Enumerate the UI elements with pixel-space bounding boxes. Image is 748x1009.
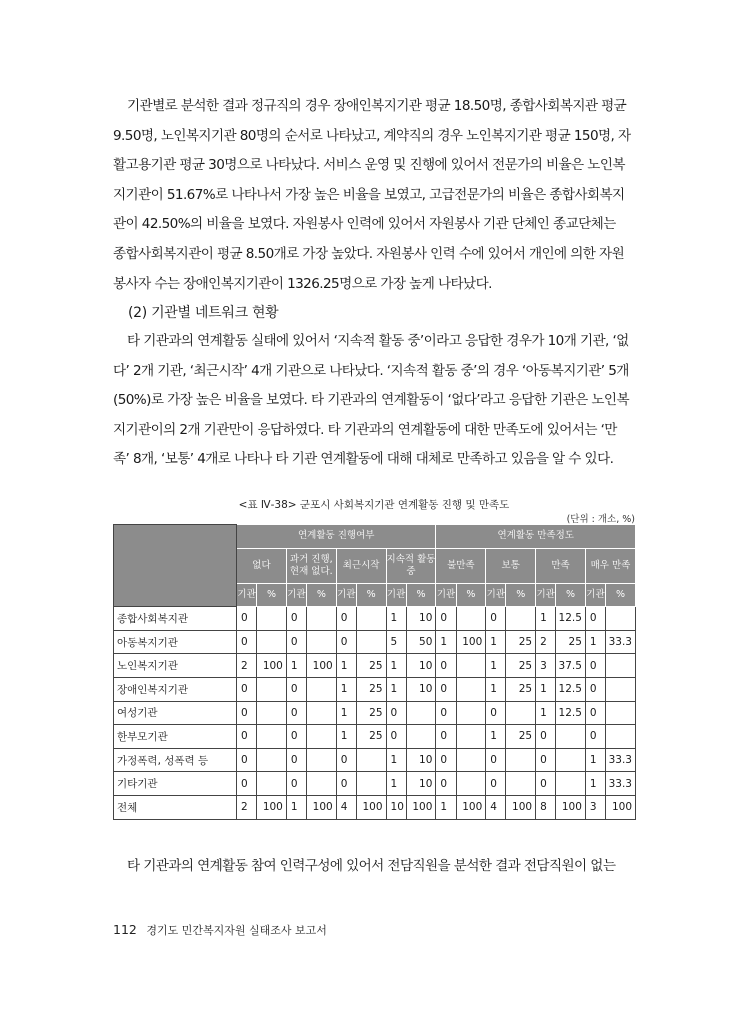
percent-cell: 100	[307, 654, 337, 678]
percent-cell	[556, 772, 586, 796]
count-cell: 1	[336, 677, 356, 701]
percent-cell: 25	[506, 654, 536, 678]
percent-cell	[307, 725, 337, 749]
count-cell: 0	[286, 630, 306, 654]
count-cell: 0	[585, 677, 605, 701]
count-cell: 0	[436, 772, 456, 796]
percent-cell	[456, 772, 486, 796]
sub-header: 과거 진행, 현재 없다.	[286, 548, 336, 583]
row-label: 기타기관	[114, 772, 237, 796]
percent-cell	[506, 701, 536, 725]
percent-cell: 10	[406, 772, 436, 796]
count-cell: 3	[585, 795, 605, 819]
percent-cell: 100	[456, 630, 486, 654]
percent-cell	[257, 630, 287, 654]
text-line: 종합사회복지관이 평균 8.50개로 가장 높았다. 자원봉사 인력 수에 있어서 개인에 의한 자원	[113, 245, 625, 262]
percent-cell	[606, 677, 636, 701]
count-cell: 0	[436, 607, 456, 631]
count-cell: 0	[336, 772, 356, 796]
percent-cell: 25	[506, 725, 536, 749]
count-cell: 0	[336, 748, 356, 772]
percent-cell	[257, 607, 287, 631]
count-cell: 0	[286, 772, 306, 796]
percent-cell: 100	[456, 795, 486, 819]
text-line: 다’ 2개 기관, ‘최근시작’ 4개 기관으로 나타났다. ‘지속적 활동 중’의 경우 ‘아동복지기관’ 5개	[113, 362, 629, 379]
text-line: 기관별로 분석한 결과 정규직의 경우 장애인복지기관 평균 18.50명, 종합사회복지관 평균	[127, 98, 627, 114]
percent-cell: 25	[356, 677, 386, 701]
percent-cell: 25	[356, 654, 386, 678]
unit-header: %	[307, 583, 337, 607]
unit-header: %	[606, 583, 636, 607]
group-header: 연계활동 만족정도	[436, 525, 636, 549]
percent-cell	[356, 748, 386, 772]
count-cell: 1	[486, 725, 506, 749]
percent-cell	[307, 607, 337, 631]
percent-cell: 12.5	[556, 677, 586, 701]
percent-cell: 100	[556, 795, 586, 819]
count-cell: 0	[585, 701, 605, 725]
count-cell: 0	[386, 725, 406, 749]
count-cell: 1	[336, 654, 356, 678]
percent-cell	[307, 630, 337, 654]
count-cell: 0	[237, 607, 257, 631]
unit-header: 기관	[436, 583, 456, 607]
table-row	[114, 677, 636, 701]
count-cell: 0	[585, 725, 605, 749]
percent-cell	[456, 654, 486, 678]
text-line: 타 기관과의 연계활동 실태에 있어서 ‘지속적 활동 중’이라고 응답한 경우가 10개 기관, ‘없	[127, 333, 629, 349]
percent-cell	[356, 630, 386, 654]
text-line: 지기관이의 2개 기관만이 응답하였다. 타 기관과의 연계활동에 대한 만족도에 있어서는 ‘만	[113, 421, 617, 438]
text-line: 족’ 8개, ‘보통’ 4개로 나타나 타 기관 연계활동에 대해 대체로 만족하고 있음을 알 수 있다.	[113, 451, 614, 468]
count-cell: 0	[486, 748, 506, 772]
count-cell: 4	[336, 795, 356, 819]
percent-cell	[456, 607, 486, 631]
count-cell: 0	[436, 677, 456, 701]
percent-cell: 100	[406, 795, 436, 819]
count-cell: 1	[386, 654, 406, 678]
count-cell: 1	[486, 630, 506, 654]
count-cell: 0	[237, 772, 257, 796]
count-cell: 1	[536, 677, 556, 701]
count-cell: 1	[536, 607, 556, 631]
count-cell: 0	[286, 607, 306, 631]
count-cell: 0	[585, 654, 605, 678]
count-cell: 0	[486, 607, 506, 631]
network-activity-table	[113, 524, 636, 820]
count-cell: 1	[386, 677, 406, 701]
percent-cell: 10	[406, 677, 436, 701]
table-corner-header	[114, 525, 237, 607]
count-cell: 0	[286, 677, 306, 701]
sub-header: 매우 만족	[585, 548, 635, 583]
count-cell: 0	[237, 630, 257, 654]
table-row	[114, 654, 636, 678]
count-cell: 1	[486, 654, 506, 678]
sub-header: 없다	[237, 548, 287, 583]
percent-cell: 100	[307, 795, 337, 819]
count-cell: 0	[336, 630, 356, 654]
row-label: 한부모기관	[114, 725, 237, 749]
count-cell: 1	[486, 677, 506, 701]
table-row	[114, 701, 636, 725]
count-cell: 0	[536, 748, 556, 772]
count-cell: 8	[536, 795, 556, 819]
count-cell: 0	[536, 772, 556, 796]
count-cell: 0	[436, 654, 456, 678]
percent-cell: 12.5	[556, 701, 586, 725]
count-cell: 1	[286, 654, 306, 678]
count-cell: 0	[436, 701, 456, 725]
percent-cell: 100	[506, 795, 536, 819]
page-footer	[113, 922, 327, 938]
count-cell: 10	[386, 795, 406, 819]
text-line: 타 기관과의 연계활동 참여 인력구성에 있어서 전담직원을 분석한 결과 전담직원이 없는	[127, 858, 616, 874]
sub-header: 불만족	[436, 548, 486, 583]
table-unit: (단위 : 개소, %)	[566, 514, 635, 525]
unit-header: %	[257, 583, 287, 607]
count-cell: 3	[536, 654, 556, 678]
count-cell: 2	[536, 630, 556, 654]
unit-header: %	[506, 583, 536, 607]
count-cell: 4	[486, 795, 506, 819]
percent-cell	[506, 772, 536, 796]
unit-header: 기관	[486, 583, 506, 607]
count-cell: 1	[386, 607, 406, 631]
count-cell: 1	[436, 795, 456, 819]
page-number: 112	[113, 922, 137, 937]
percent-cell	[257, 725, 287, 749]
count-cell: 0	[237, 748, 257, 772]
percent-cell: 25	[556, 630, 586, 654]
unit-header: 기관	[585, 583, 605, 607]
percent-cell	[356, 607, 386, 631]
row-label: 종합사회복지관	[114, 607, 237, 631]
percent-cell	[606, 654, 636, 678]
count-cell: 2	[237, 654, 257, 678]
text-line: 봉사자 수는 장애인복지기관이 1326.25명으로 가장 높게 나타났다.	[113, 275, 492, 292]
percent-cell	[456, 725, 486, 749]
unit-header: 기관	[237, 583, 257, 607]
count-cell: 2	[237, 795, 257, 819]
table-row	[114, 630, 636, 654]
sub-header: 최근시작	[336, 548, 386, 583]
row-label: 여성기관	[114, 701, 237, 725]
percent-cell	[456, 748, 486, 772]
percent-cell	[506, 748, 536, 772]
report-title: 경기도 민간복지자원 실태조사 보고서	[146, 924, 327, 937]
percent-cell	[406, 725, 436, 749]
count-cell: 0	[585, 607, 605, 631]
row-label: 노인복지기관	[114, 654, 237, 678]
unit-header: 기관	[386, 583, 406, 607]
percent-cell: 100	[257, 795, 287, 819]
paragraph-1	[113, 92, 636, 299]
percent-cell: 100	[356, 795, 386, 819]
count-cell: 0	[536, 725, 556, 749]
percent-cell: 25	[506, 677, 536, 701]
percent-cell	[456, 701, 486, 725]
percent-cell: 100	[606, 795, 636, 819]
count-cell: 0	[436, 725, 456, 749]
table-row	[114, 748, 636, 772]
sub-header: 지속적 활동 중	[386, 548, 436, 583]
percent-cell: 12.5	[556, 607, 586, 631]
row-label: 장애인복지기관	[114, 677, 237, 701]
percent-cell: 50	[406, 630, 436, 654]
count-cell: 1	[386, 748, 406, 772]
unit-header: 기관	[286, 583, 306, 607]
count-cell: 0	[386, 701, 406, 725]
count-cell: 0	[286, 748, 306, 772]
count-cell: 1	[336, 725, 356, 749]
percent-cell: 10	[406, 607, 436, 631]
percent-cell: 25	[506, 630, 536, 654]
table-row	[114, 725, 636, 749]
percent-cell: 100	[257, 654, 287, 678]
group-header: 연계활동 진행여부	[237, 525, 436, 549]
count-cell: 0	[237, 701, 257, 725]
text-line: 9.50명, 노인복지기관 80명의 순서로 나타났고, 계약직의 경우 노인복지기관 평균 150명, 자	[113, 127, 631, 144]
count-cell: 0	[486, 701, 506, 725]
percent-cell	[606, 725, 636, 749]
count-cell: 0	[237, 677, 257, 701]
percent-cell	[606, 701, 636, 725]
unit-header: 기관	[536, 583, 556, 607]
sub-header: 만족	[536, 548, 586, 583]
percent-cell	[257, 677, 287, 701]
percent-cell	[406, 701, 436, 725]
count-cell: 1	[585, 630, 605, 654]
count-cell: 0	[237, 725, 257, 749]
percent-cell	[356, 772, 386, 796]
count-cell: 0	[286, 701, 306, 725]
percent-cell	[307, 677, 337, 701]
percent-cell: 25	[356, 701, 386, 725]
percent-cell	[456, 677, 486, 701]
percent-cell	[257, 701, 287, 725]
percent-cell	[307, 772, 337, 796]
count-cell: 1	[286, 795, 306, 819]
percent-cell	[307, 701, 337, 725]
text-line: 활고용기관 평균 30명으로 나타났다. 서비스 운영 및 진행에 있어서 전문가의 비율은 노인복	[113, 157, 625, 174]
percent-cell	[257, 772, 287, 796]
percent-cell	[307, 748, 337, 772]
percent-cell: 33.3	[606, 748, 636, 772]
text-line: 지기관이 51.67%로 나타나서 가장 높은 비율을 보였고, 고급전문가의 비율은 종합사회복지	[113, 186, 625, 203]
paragraph-3	[113, 852, 636, 882]
percent-cell	[606, 607, 636, 631]
table-row	[114, 772, 636, 796]
unit-header: %	[556, 583, 586, 607]
percent-cell: 10	[406, 748, 436, 772]
sub-header: 보통	[486, 548, 536, 583]
unit-header: %	[406, 583, 436, 607]
count-cell: 0	[436, 748, 456, 772]
percent-cell: 37.5	[556, 654, 586, 678]
count-cell: 1	[386, 772, 406, 796]
count-cell: 1	[436, 630, 456, 654]
percent-cell	[556, 725, 586, 749]
percent-cell	[556, 748, 586, 772]
table-row	[114, 607, 636, 631]
text-line: (50%)로 가장 높은 비율을 보였다. 타 기관과의 연계활동이 ‘없다’라고 응답한 기관은 노인복	[113, 392, 629, 409]
percent-cell	[506, 607, 536, 631]
row-label: 아동복지기관	[114, 630, 237, 654]
percent-cell: 25	[356, 725, 386, 749]
table-row	[114, 795, 636, 819]
count-cell: 5	[386, 630, 406, 654]
count-cell: 1	[336, 701, 356, 725]
count-cell: 0	[286, 725, 306, 749]
count-cell: 1	[585, 748, 605, 772]
paragraph-2	[113, 327, 636, 475]
count-cell: 1	[536, 701, 556, 725]
count-cell: 0	[486, 772, 506, 796]
section-heading: (2) 기관별 네트워크 현황	[128, 305, 279, 321]
table-caption: <표 Ⅳ-38> 군포시 사회복지기관 연계활동 진행 및 만족도	[238, 499, 510, 511]
text-line: 관이 42.50%의 비율을 보였다. 자원봉사 인력에 있어서 자원봉사 기관 단체인 종교단체는	[113, 216, 616, 233]
percent-cell: 10	[406, 654, 436, 678]
unit-header: %	[356, 583, 386, 607]
count-cell: 1	[585, 772, 605, 796]
percent-cell: 33.3	[606, 630, 636, 654]
row-label: 가정폭력, 성폭력 등	[114, 748, 237, 772]
percent-cell	[257, 748, 287, 772]
unit-header: 기관	[336, 583, 356, 607]
unit-header: %	[456, 583, 486, 607]
row-label: 전체	[114, 795, 237, 819]
count-cell: 0	[336, 607, 356, 631]
percent-cell: 33.3	[606, 772, 636, 796]
